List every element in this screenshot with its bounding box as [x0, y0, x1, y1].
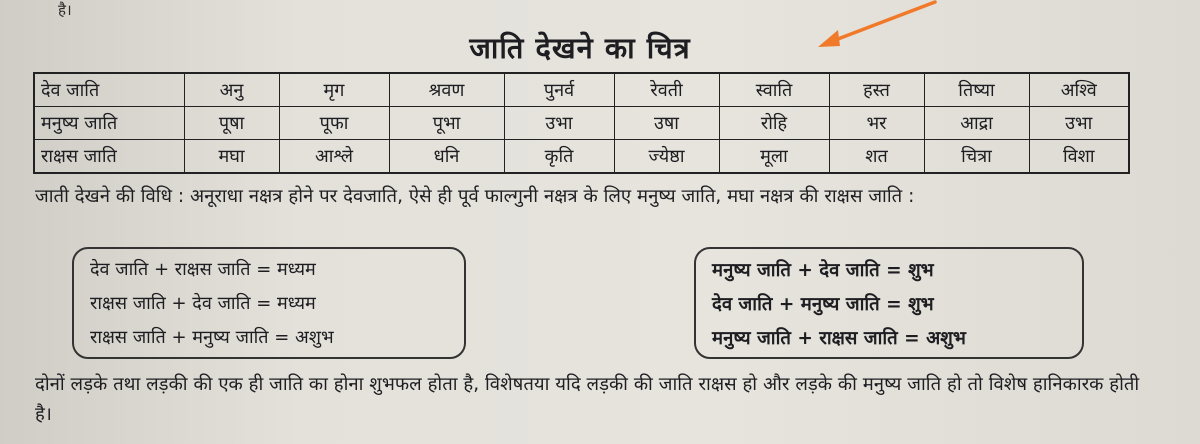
method-paragraph: जाती देखने की विधि : अनूराधा नक्षत्र होने पर देवजाति, ऐसे ही पूर्व फाल्गुनी नक्षत्र के लिए मनुष्य जाति, मघा नक्षत्र की राक्षस जाति : [35, 186, 915, 207]
table-row [34, 73, 1129, 107]
table-cell: आश्ले [279, 140, 389, 174]
combination-line: देव जाति + मनुष्य जाति = शुभ [712, 294, 934, 315]
table-row [34, 140, 1129, 174]
combination-line: राक्षस जाति + देव जाति = मध्यम [90, 293, 316, 314]
table-cell: पूफा [279, 107, 389, 140]
previous-text-fragment: है। [58, 1, 72, 19]
table-cell: रोहि [719, 107, 829, 140]
combination-line: मनुष्य जाति + देव जाति = शुभ [712, 260, 934, 281]
table-cell: धनि [389, 140, 504, 174]
table-cell: श्रवण [389, 73, 504, 107]
table-cell: मृग [279, 73, 389, 107]
table-cell: उभा [504, 107, 614, 140]
table-cell: चित्रा [924, 140, 1029, 174]
table-cell: अनु [184, 73, 279, 107]
combination-line: मनुष्य जाति + राक्षस जाति = अशुभ [712, 328, 966, 349]
combination-line: देव जाति + राक्षस जाति = मध्यम [90, 259, 316, 280]
compatibility-box-left [72, 247, 466, 359]
table-cell: भर [829, 107, 924, 140]
table-cell: पुनर्व [504, 73, 614, 107]
row-header-cell: देव जाति [34, 73, 184, 107]
table-cell: मघा [184, 140, 279, 174]
table-cell: अश्वि [1029, 73, 1129, 107]
table-row [34, 107, 1129, 140]
compatibility-box-right [694, 247, 1084, 359]
table-cell: शत [829, 140, 924, 174]
table-cell: उभा [1029, 107, 1129, 140]
table-cell: रेवती [614, 73, 719, 107]
row-header-cell: राक्षस जाति [34, 140, 184, 174]
table-cell: पूषा [184, 107, 279, 140]
note-paragraph: दोनों लड़के तथा लड़की की एक ही जाति का होना शुभफल होता है, विशेषतया यदि लड़की की जाति राक्षस हो और लड़के की मनुष्य जाति हो तो विशेष हानिकारक होती है। [35, 374, 1140, 425]
table-cell: आद्रा [924, 107, 1029, 140]
table-cell: पूभा [389, 107, 504, 140]
table-cell: ज्येष्ठा [614, 140, 719, 174]
row-header-cell: मनुष्य जाति [34, 107, 184, 140]
table-cell: स्वाति [719, 73, 829, 107]
table-cell: मूला [719, 140, 829, 174]
table-cell: हस्त [829, 73, 924, 107]
jati-table [33, 72, 1130, 174]
table-cell: उषा [614, 107, 719, 140]
chart-title: जाति देखने का चित्र [469, 31, 691, 65]
table-cell: कृति [504, 140, 614, 174]
table-cell: तिष्या [924, 73, 1029, 107]
combination-line: राक्षस जाति + मनुष्य जाति = अशुभ [90, 327, 334, 348]
table-cell: विशा [1029, 140, 1129, 174]
